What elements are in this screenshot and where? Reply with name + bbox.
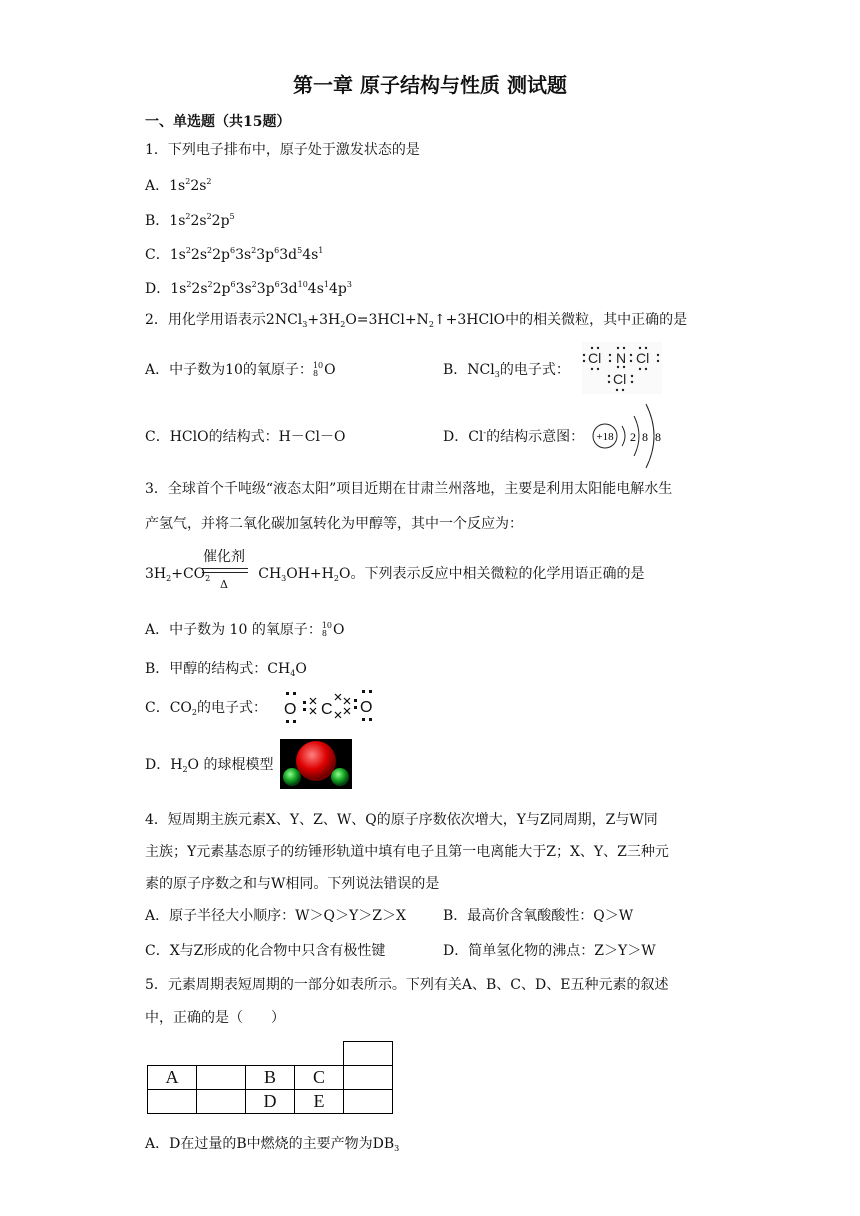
q2-option-b: B．NCl$_3$的电子式： xyxy=(443,362,570,379)
co2-o-left: O xyxy=(284,701,297,718)
question-2-stem: 2．用化学用语表示$2NCl_3+3H_2O=3HCl+N_2↑+3HClO$中的相关微粒，其中正确的是 xyxy=(145,312,688,329)
question-3-line1: 3．全球首个千吨级“液态太阳”项目近期在甘肃兰州落地，主要是利用太阳能电解水生 xyxy=(145,481,673,497)
question-3-equation: $3H_2+CO_2$ $CH_3OH+H_2O$。下列表示反应中相关微粒的化学用语正确的是 xyxy=(145,566,645,583)
q4-option-d: D．简单氢化物的沸点：Z＞Y＞W xyxy=(443,943,656,959)
co2-o-right: O xyxy=(360,699,373,716)
table-cell xyxy=(197,1090,246,1114)
page-title: 第一章 原子结构与性质 测试题 xyxy=(293,73,567,97)
table-cell-top xyxy=(344,1042,393,1066)
table-cell: D xyxy=(246,1090,295,1114)
table-cell: C xyxy=(295,1066,344,1090)
periodic-table-fragment xyxy=(147,1041,393,1114)
q5-option-a: A．D在过量的B中燃烧的主要产物为$DB_3$ xyxy=(145,1136,400,1153)
co2-lewis-structure xyxy=(280,688,376,726)
table-cell: B xyxy=(246,1066,295,1090)
co2-c: C xyxy=(321,701,333,718)
question-4-line1: 4．短周期主族元素X、Y、Z、W、Q的原子序数依次增大，Y与Z同周期，Z与W同 xyxy=(145,812,658,828)
q3-option-b: B．甲醇的结构式：$CH_4O$ xyxy=(145,661,307,678)
lewis-cl-bottom: Cl xyxy=(613,371,627,387)
q4-option-c: C．X与Z形成的化合物中只含有极性键 xyxy=(145,943,386,959)
question-5-line2: 中，正确的是（ ） xyxy=(145,1010,285,1026)
reaction-equals-arrow xyxy=(202,568,248,573)
question-4-line3: 素的原子序数之和与W相同。下列说法错误的是 xyxy=(145,876,440,892)
ncl3-lewis-structure xyxy=(582,342,662,394)
lewis-cl-left: Cl xyxy=(588,350,602,366)
reaction-condition-catalyst: 催化剂 xyxy=(203,549,245,565)
q1-option-c: C．$1s^22s^22p^63s^23p^63d^54s^1$ xyxy=(145,246,324,263)
shell-1-electrons: 2 xyxy=(630,430,636,444)
section-heading: 一、单选题（共15题） xyxy=(145,114,291,130)
reaction-condition-heat: Δ xyxy=(220,578,228,591)
question-4-line2: 主族；Y元素基态原子的纺锤形轨道中填有电子且第一电离能大于Z；X、Y、Z三种元 xyxy=(145,844,669,860)
q1-option-a: A．$1s^22s^2$ xyxy=(145,177,212,194)
shell-2-electrons: 8 xyxy=(642,430,648,444)
h2o-ball-and-stick-model xyxy=(280,739,352,789)
q4-option-a: A．原子半径大小顺序：W＞Q＞Y＞Z＞X xyxy=(145,908,406,924)
lewis-cl-right: Cl xyxy=(636,350,650,366)
table-cell: E xyxy=(295,1090,344,1114)
q2-option-d: D．Cl-的结构示意图： xyxy=(443,428,585,445)
q4-option-b: B．最高价含氧酸酸性：Q＞W xyxy=(443,908,634,924)
q1-option-d: D．$1s^22s^22p^63s^23p^63d^{10}4s^14p^3$ xyxy=(145,280,352,297)
q3-option-a: A．中子数为 10 的氧原子： 10 8 O xyxy=(145,621,345,638)
question-1-stem: 1．下列电子排布中，原子处于激发状态的是 xyxy=(145,142,420,158)
q2-option-a: A．中子数为10的氧原子： 10 8 O xyxy=(145,361,336,378)
table-cell xyxy=(148,1090,197,1114)
table-cell: A xyxy=(148,1066,197,1090)
question-3-line2: 产氢气，并将二氧化碳加氢转化为甲醇等，其中一个反应为： xyxy=(145,516,523,532)
q2-option-c: C．HClO的结构式：H－Cl－O xyxy=(145,429,346,445)
q3-option-c: C．$CO_2$的电子式： xyxy=(145,700,267,717)
table-cell xyxy=(344,1066,393,1090)
table-cell xyxy=(197,1066,246,1090)
nucleus-charge: +18 xyxy=(596,431,614,443)
lewis-n: N xyxy=(616,350,627,366)
question-5-line1: 5．元素周期表短周期的一部分如表所示。下列有关A、B、C、D、E五种元素的叙述 xyxy=(145,977,669,993)
shell-3-electrons: 8 xyxy=(655,430,661,444)
cl-ion-structure-diagram xyxy=(590,400,666,472)
q3-option-d: D．$H_2O$ 的球棍模型 xyxy=(145,757,274,774)
q1-option-b: B．$1s^22s^22p^5$ xyxy=(145,212,235,229)
table-cell xyxy=(344,1090,393,1114)
